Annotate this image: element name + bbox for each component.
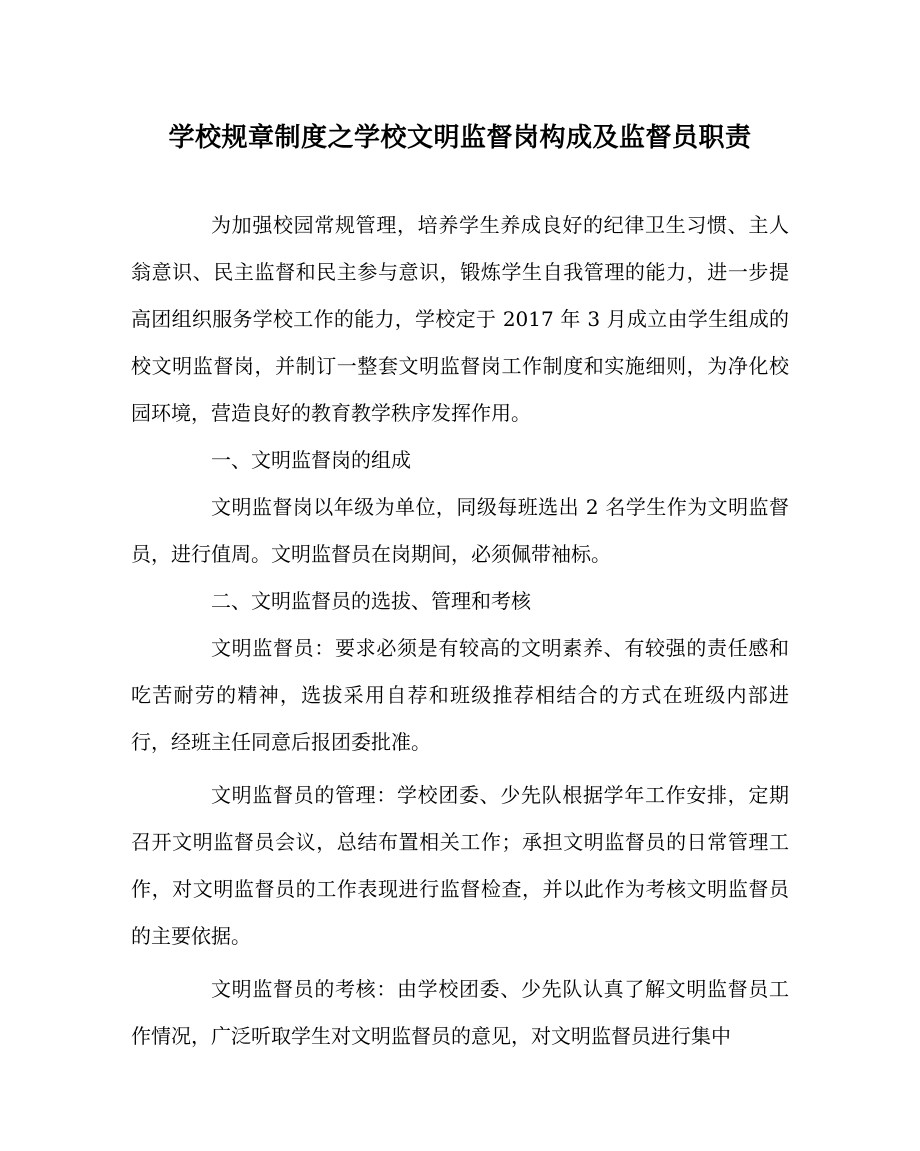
paragraph-composition: 文明监督岗以年级为单位，同级每班选出 2 名学生作为文明监督员，进行值周。文明监督员在岗期间，必须佩带袖标。 — [131, 495, 789, 566]
paragraph-intro: 为加强校园常规管理，培养学生养成良好的纪律卫生习惯、主人翁意识、民主监督和民主参与意识，锻炼学生自我管理的能力，进一步提高团组织服务学校工作的能力，学校定于 2017 年 3 月成立由学生组成的校文明监督岗，并制订一整套文明监督岗工作制度和实施细则，为净化校园环境，营造良好的教育教学秩序发挥作用。 — [131, 213, 789, 425]
paragraph-selection: 文明监督员：要求必须是有较高的文明素养、有较强的责任感和吃苦耐劳的精神，选拔采用自荐和班级推荐相结合的方式在班级内部进行，经班主任同意后报团委批准。 — [131, 636, 789, 754]
section-heading-selection: 二、文明监督员的选拔、管理和考核 — [211, 589, 531, 613]
paragraph-management: 文明监督员的管理：学校团委、少先队根据学年工作安排，定期召开文明监督员会议，总结布置相关工作；承担文明监督员的日常管理工作，对文明监督员的工作表现进行监督检查，并以此作为考核文明监督员的主要依据。 — [131, 783, 789, 948]
paragraph-assessment: 文明监督员的考核：由学校团委、少先队认真了解文明监督员工作情况，广泛听取学生对文明监督员的意见，对文明监督员进行集中 — [131, 977, 789, 1048]
document-title: 学校规章制度之学校文明监督岗构成及监督员职责 — [168, 123, 752, 153]
section-heading-composition: 一、文明监督岗的组成 — [211, 448, 411, 472]
document-body — [131, 202, 789, 1060]
